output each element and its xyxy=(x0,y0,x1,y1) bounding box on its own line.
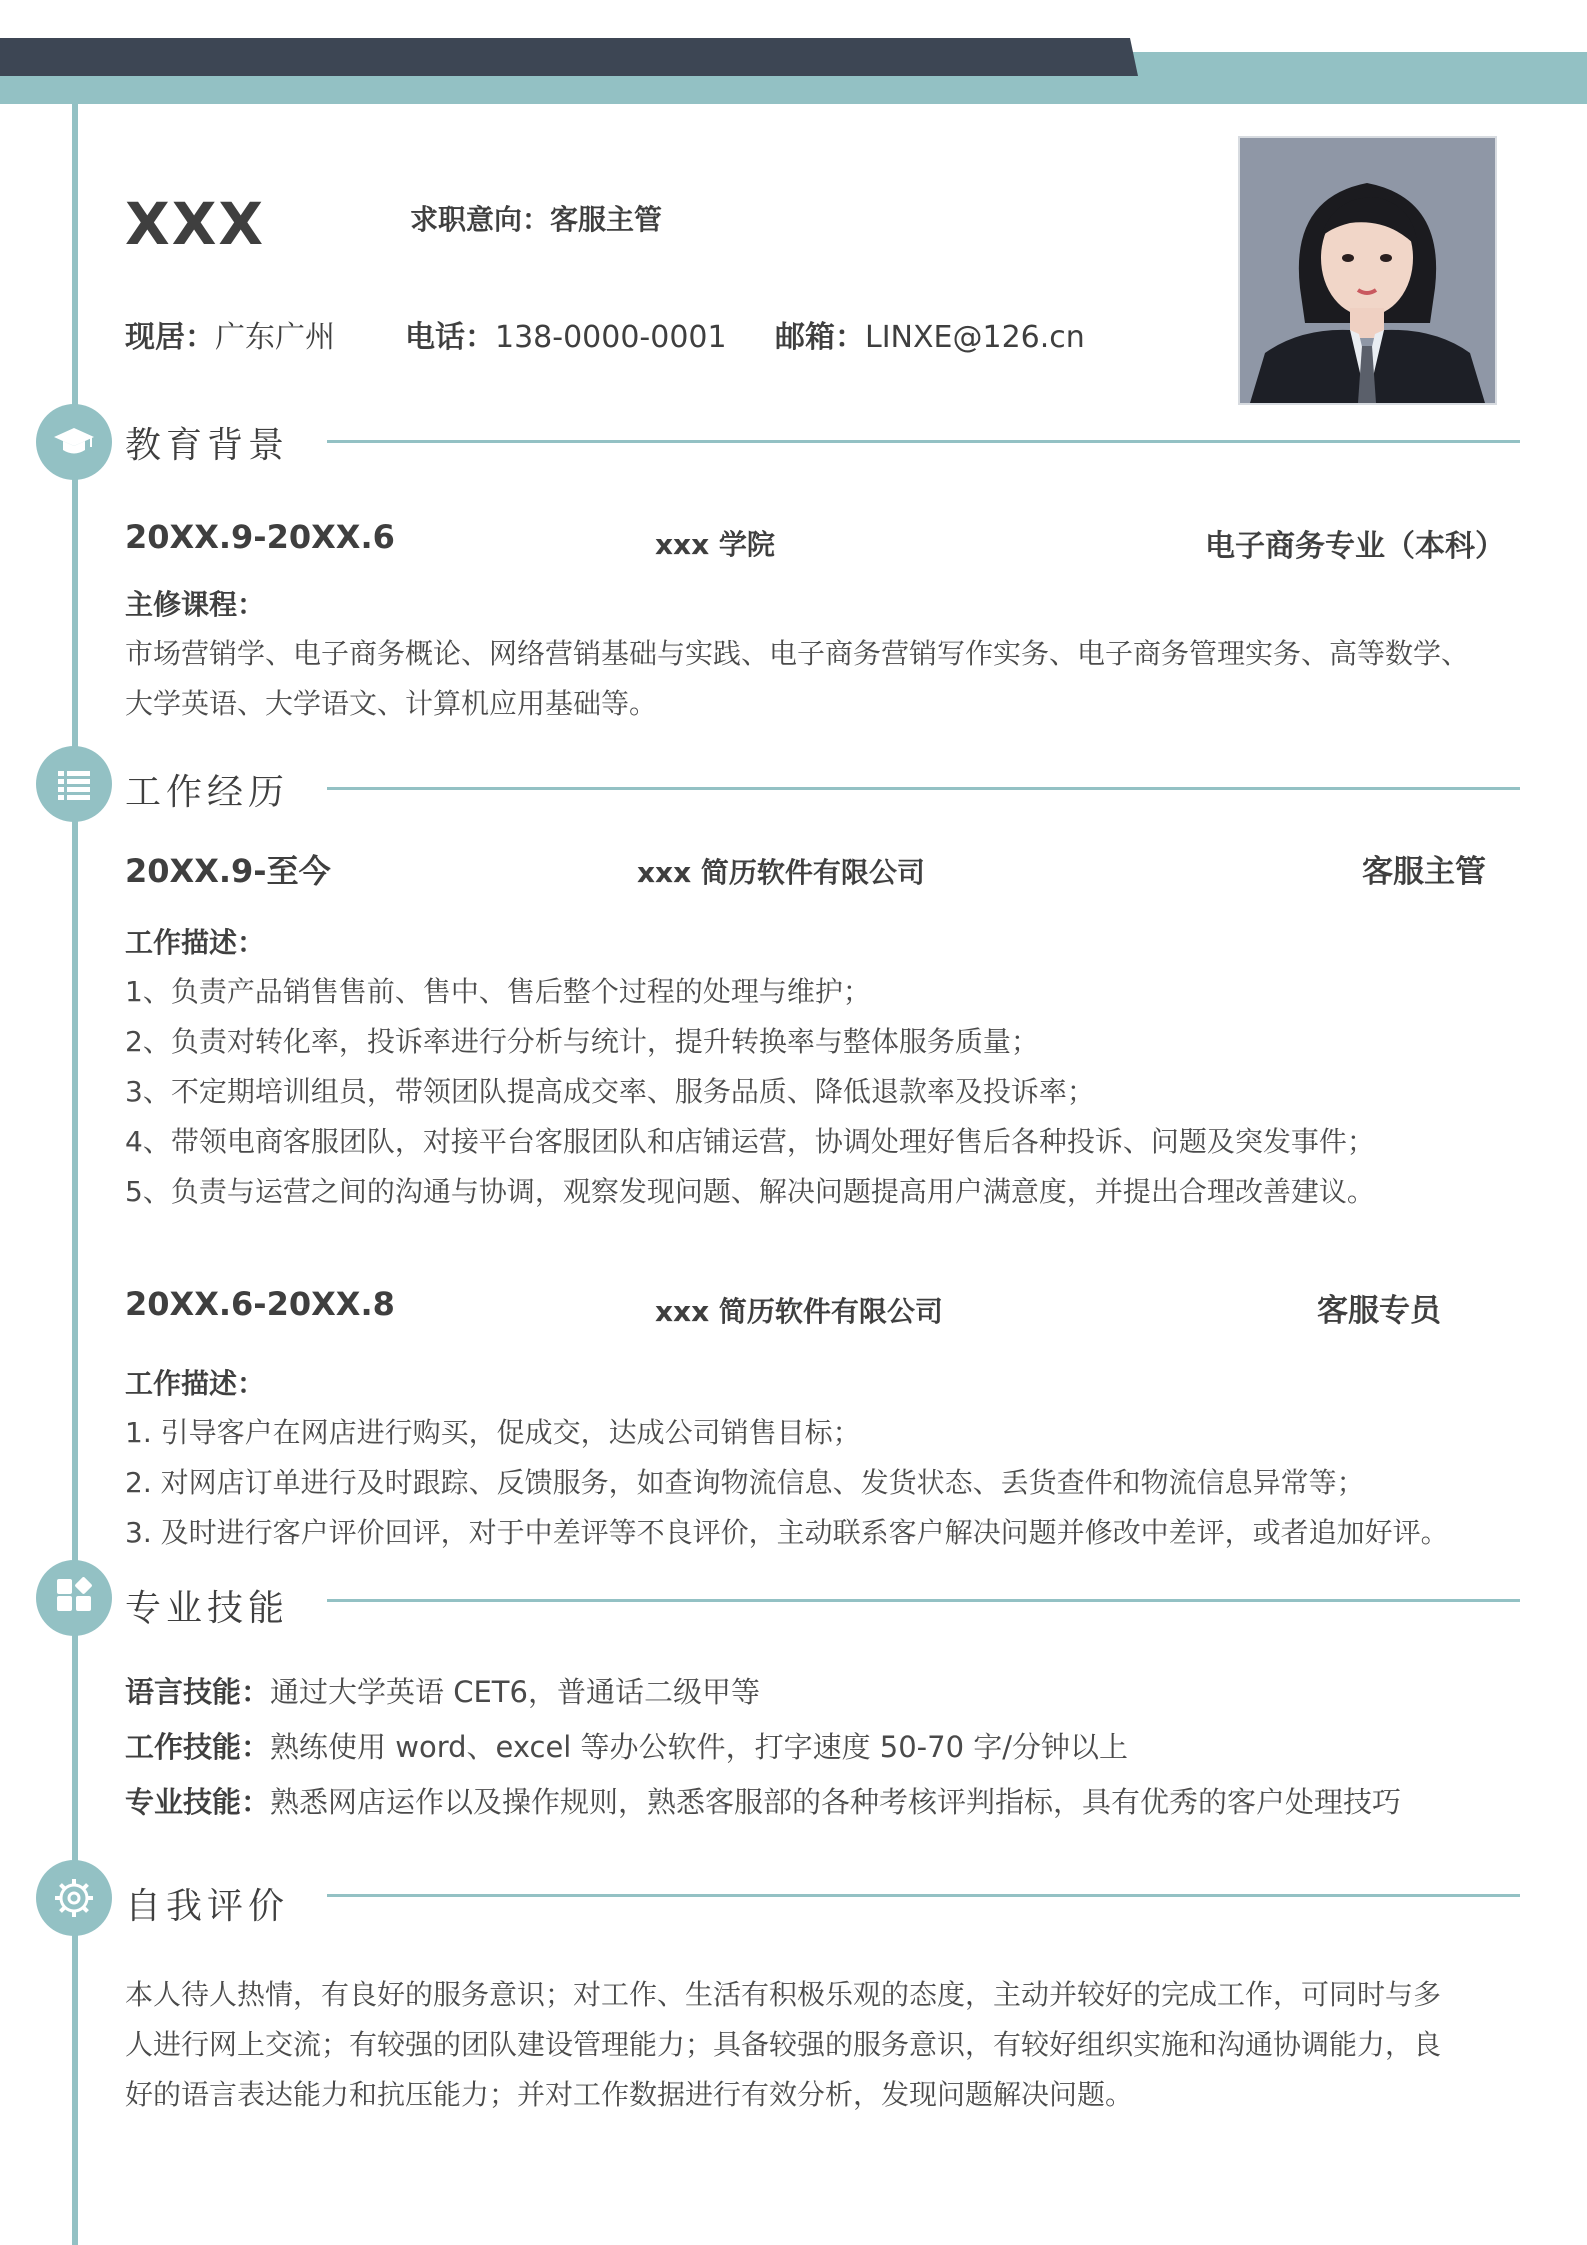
skills-rule xyxy=(327,1599,1520,1602)
education-major: 电子商务专业（本科） xyxy=(1205,529,1505,564)
list-icon xyxy=(52,762,96,806)
education-period: 20XX.9-20XX.6 xyxy=(125,518,395,556)
phone: 电话：138-0000-0001 xyxy=(405,320,727,355)
grid-icon xyxy=(52,1576,96,1620)
job-1-desc-label: 工作描述： xyxy=(125,926,266,959)
candidate-name: XXX xyxy=(125,190,266,258)
job-2-item-2: 2. 对网店订单进行及时跟踪、反馈服务，如查询物流信息、发货状态、丢货查件和物流信息异常等； xyxy=(125,1466,1365,1499)
skill-professional-label: 专业技能： xyxy=(125,1785,271,1819)
graduation-cap-icon xyxy=(52,420,96,464)
job-1-period: 20XX.9-至今 xyxy=(125,852,331,890)
skill-language-label: 语言技能： xyxy=(125,1675,271,1709)
location-value: 广东广州 xyxy=(215,320,335,355)
skill-professional-value: 熟悉网店运作以及操作规则，熟悉客服部的各种考核评判指标，具有优秀的客户处理技巧 xyxy=(270,1785,1402,1819)
location: 现居：广东广州 xyxy=(125,320,335,355)
portrait-illustration xyxy=(1240,138,1495,403)
self-eval-rule xyxy=(327,1894,1520,1897)
gear-icon xyxy=(52,1876,96,1920)
location-label: 现居 xyxy=(125,320,185,355)
courses-line-1: 市场营销学、电子商务概论、网络营销基础与实践、电子商务营销写作实务、电子商务管理实务、高等数学、 xyxy=(125,637,1470,670)
job-2-desc-label: 工作描述： xyxy=(125,1367,266,1400)
email: 邮箱：LINXE@126.cn xyxy=(775,320,1085,355)
self-eval-line-1: 本人待人热情，有良好的服务意识；对工作、生活有积极乐观的态度，主动并较好的完成工作，可同时与多 xyxy=(125,1978,1442,2011)
work-rule xyxy=(327,787,1520,790)
self-eval-title: 自我评价 xyxy=(125,1886,290,1927)
skill-language xyxy=(125,1670,760,1711)
skills-icon-badge xyxy=(36,1560,112,1636)
job-1-item-3: 3、不定期培训组员，带领团队提高成交率、服务品质、降低退款率及投诉率； xyxy=(125,1075,1095,1108)
job-1-company: xxx 简历软件有限公司 xyxy=(637,856,925,889)
job-2-item-1: 1. 引导客户在网店进行购买，促成交，达成公司销售目标； xyxy=(125,1416,861,1449)
job-1-item-1: 1、负责产品销售售前、售中、售后整个过程的处理与维护； xyxy=(125,975,871,1008)
job-2-period: 20XX.6-20XX.8 xyxy=(125,1285,395,1323)
work-title: 工作经历 xyxy=(125,772,290,813)
skill-professional xyxy=(125,1780,1401,1821)
job-intent xyxy=(410,198,662,238)
job-intent-label: 求职意向： xyxy=(410,203,551,236)
courses-label: 主修课程： xyxy=(125,588,266,621)
work-icon-badge xyxy=(36,746,112,822)
phone-value: 138-0000-0001 xyxy=(495,320,727,355)
skill-language-value: 通过大学英语 CET6，普通话二级甲等 xyxy=(270,1675,760,1709)
education-icon-badge xyxy=(36,404,112,480)
email-value: LINXE@126.cn xyxy=(865,320,1085,355)
skill-work-value: 熟练使用 word、excel 等办公软件，打字速度 50-70 字/分钟以上 xyxy=(270,1730,1129,1764)
education-rule xyxy=(327,440,1520,443)
self-eval-icon-badge xyxy=(36,1860,112,1936)
courses-line-2: 大学英语、大学语文、计算机应用基础等。 xyxy=(125,687,658,720)
phone-label: 电话 xyxy=(405,320,465,355)
skill-work xyxy=(125,1725,1128,1766)
skill-work-label: 工作技能： xyxy=(125,1730,271,1764)
self-eval-line-3: 好的语言表达能力和抗压能力；并对工作数据进行有效分析，发现问题解决问题。 xyxy=(125,2078,1134,2111)
email-label: 邮箱 xyxy=(775,320,835,355)
job-1-item-5: 5、负责与运营之间的沟通与协调，观察发现问题、解决问题提高用户满意度，并提出合理改善建议。 xyxy=(125,1175,1375,1208)
job-2-role: 客服专员 xyxy=(1317,1293,1441,1329)
education-title: 教育背景 xyxy=(125,425,290,466)
job-2-item-3: 3. 及时进行客户评价回评，对于中差评等不良评价，主动联系客户解决问题并修改中差评，或者追加好评。 xyxy=(125,1516,1449,1549)
profile-photo xyxy=(1238,136,1497,405)
self-eval-line-2: 人进行网上交流；有较强的团队建设管理能力；具备较强的服务意识，有较好组织实施和沟通协调能力，良 xyxy=(125,2028,1442,2061)
education-school: xxx 学院 xyxy=(655,528,775,561)
skills-title: 专业技能 xyxy=(125,1588,290,1629)
job-1-item-2: 2、负责对转化率，投诉率进行分析与统计，提升转换率与整体服务质量； xyxy=(125,1025,1039,1058)
job-1-item-4: 4、带领电商客服团队，对接平台客服团队和店铺运营，协调处理好售后各种投诉、问题及突发事件； xyxy=(125,1125,1375,1158)
job-1-role: 客服主管 xyxy=(1362,854,1486,890)
job-intent-value: 客服主管 xyxy=(550,203,663,236)
job-2-company: xxx 简历软件有限公司 xyxy=(655,1295,943,1328)
header-band-dark xyxy=(0,38,1138,76)
